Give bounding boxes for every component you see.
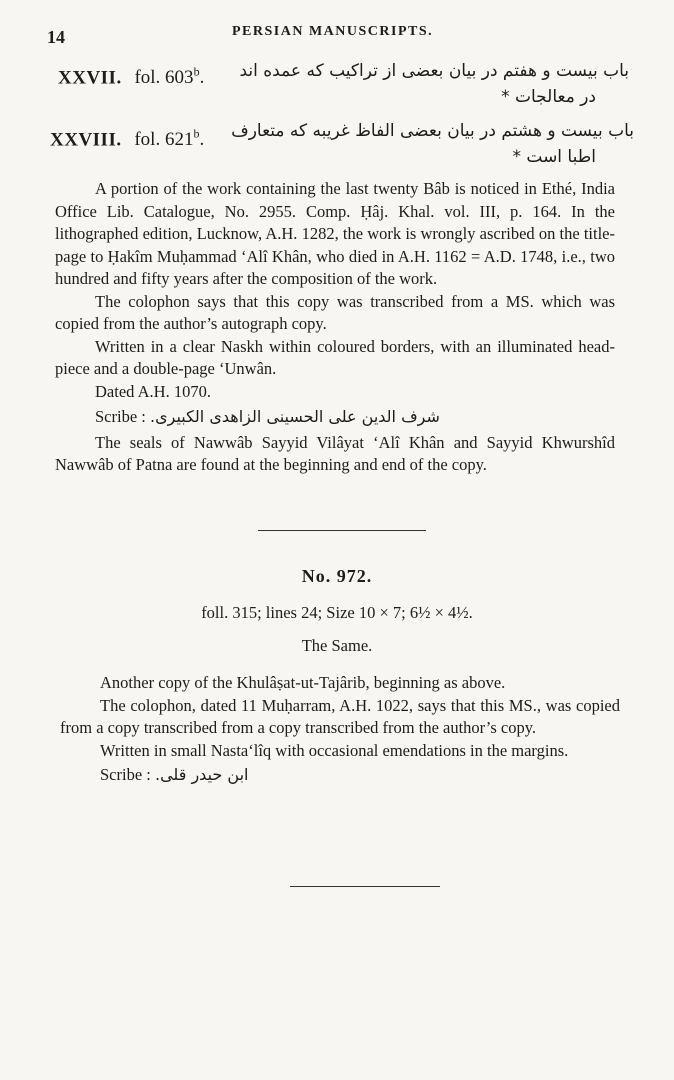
- page-number: 14: [47, 27, 65, 47]
- paragraph: Written in a clear Naskh within coloured borders, with an illuminated head-piece and a double-page ‘Unwân.: [55, 336, 615, 378]
- paragraph: A portion of the work containing the last twenty Bâb is noticed in Ethé, India Office Lib. Catalogue, No. 2955. Comp. Ḥâj. Khal. vol. III, p. 164. In the lithographed edition, Lucknow, A.H. 1282, the work is wrongly ascribed on the title-page to Ḥakîm Muḥammad ‘Alî Khân, who died in A.H. 1162 = A.D. 1748, i.e., two hundred and fifty years after the composition of the work.: [55, 179, 615, 288]
- chapter-ref: [58, 65, 204, 89]
- entry-heading: No. 972.: [301, 566, 373, 586]
- scribe-label: Scribe :: [95, 407, 146, 426]
- arabic-heading: باب بیست و هشتم در بیان بعضی الفاظ غریبه که متعارف: [231, 121, 634, 141]
- running-head: PERSIAN MANUSCRIPTS.: [232, 24, 434, 39]
- scribe-name-arabic: شرف الدین علی الحسینی الزاهدی الکبیری.: [150, 407, 440, 426]
- arabic-heading: باب بیست و هفتم در بیان بعضی از تراکیب که عمده اند: [239, 61, 629, 81]
- description-block: [60, 672, 620, 787]
- arabic-heading-cont: اطبا است *: [512, 147, 596, 167]
- scribe-line: [55, 406, 615, 429]
- chapter-number: XXVIII.: [50, 129, 122, 151]
- paragraph: The colophon says that this copy was transcribed from a MS. which was copied from the author’s autograph copy.: [55, 291, 615, 333]
- paragraph: The seals of Nawwâb Sayyid Vilâyat ‘Alî Khân and Sayyid Khwurshîd Nawwâb of Patna are found at the beginning and end of the copy.: [55, 432, 615, 474]
- paragraph: Another copy of the Khulâṣat-ut-Tajârib, beginning as above.: [100, 673, 506, 692]
- scribe-line: [60, 764, 620, 787]
- end-divider: [290, 886, 440, 887]
- arabic-heading-cont: در معالجات *: [501, 87, 596, 107]
- title-note: The Same.: [301, 636, 373, 655]
- physical-description: foll. 315; lines 24; Size 10 × 7; 6½ × 4½.: [201, 603, 473, 622]
- chapter-ref: [50, 127, 204, 151]
- folio-ref: fol. 621$^b$.: [134, 127, 205, 151]
- scribe-label: Scribe :: [100, 765, 151, 784]
- chapter-number: XXVII.: [58, 67, 122, 89]
- paragraph: Dated A.H. 1070.: [95, 381, 211, 401]
- paragraph: The colophon, dated 11 Muḥarram, A.H. 1022, says that this MS., was copied from a copy transcribed from a copy transcribed from the author’s copy.: [60, 695, 620, 737]
- scribe-name-arabic: ابن حیدر قلی.: [155, 765, 249, 784]
- folio-ref: fol. 603$^b$.: [134, 65, 205, 89]
- description-block: [55, 178, 615, 477]
- section-divider: [258, 530, 426, 531]
- paragraph: Written in small Nasta‘lîq with occasional emendations in the margins.: [100, 740, 569, 760]
